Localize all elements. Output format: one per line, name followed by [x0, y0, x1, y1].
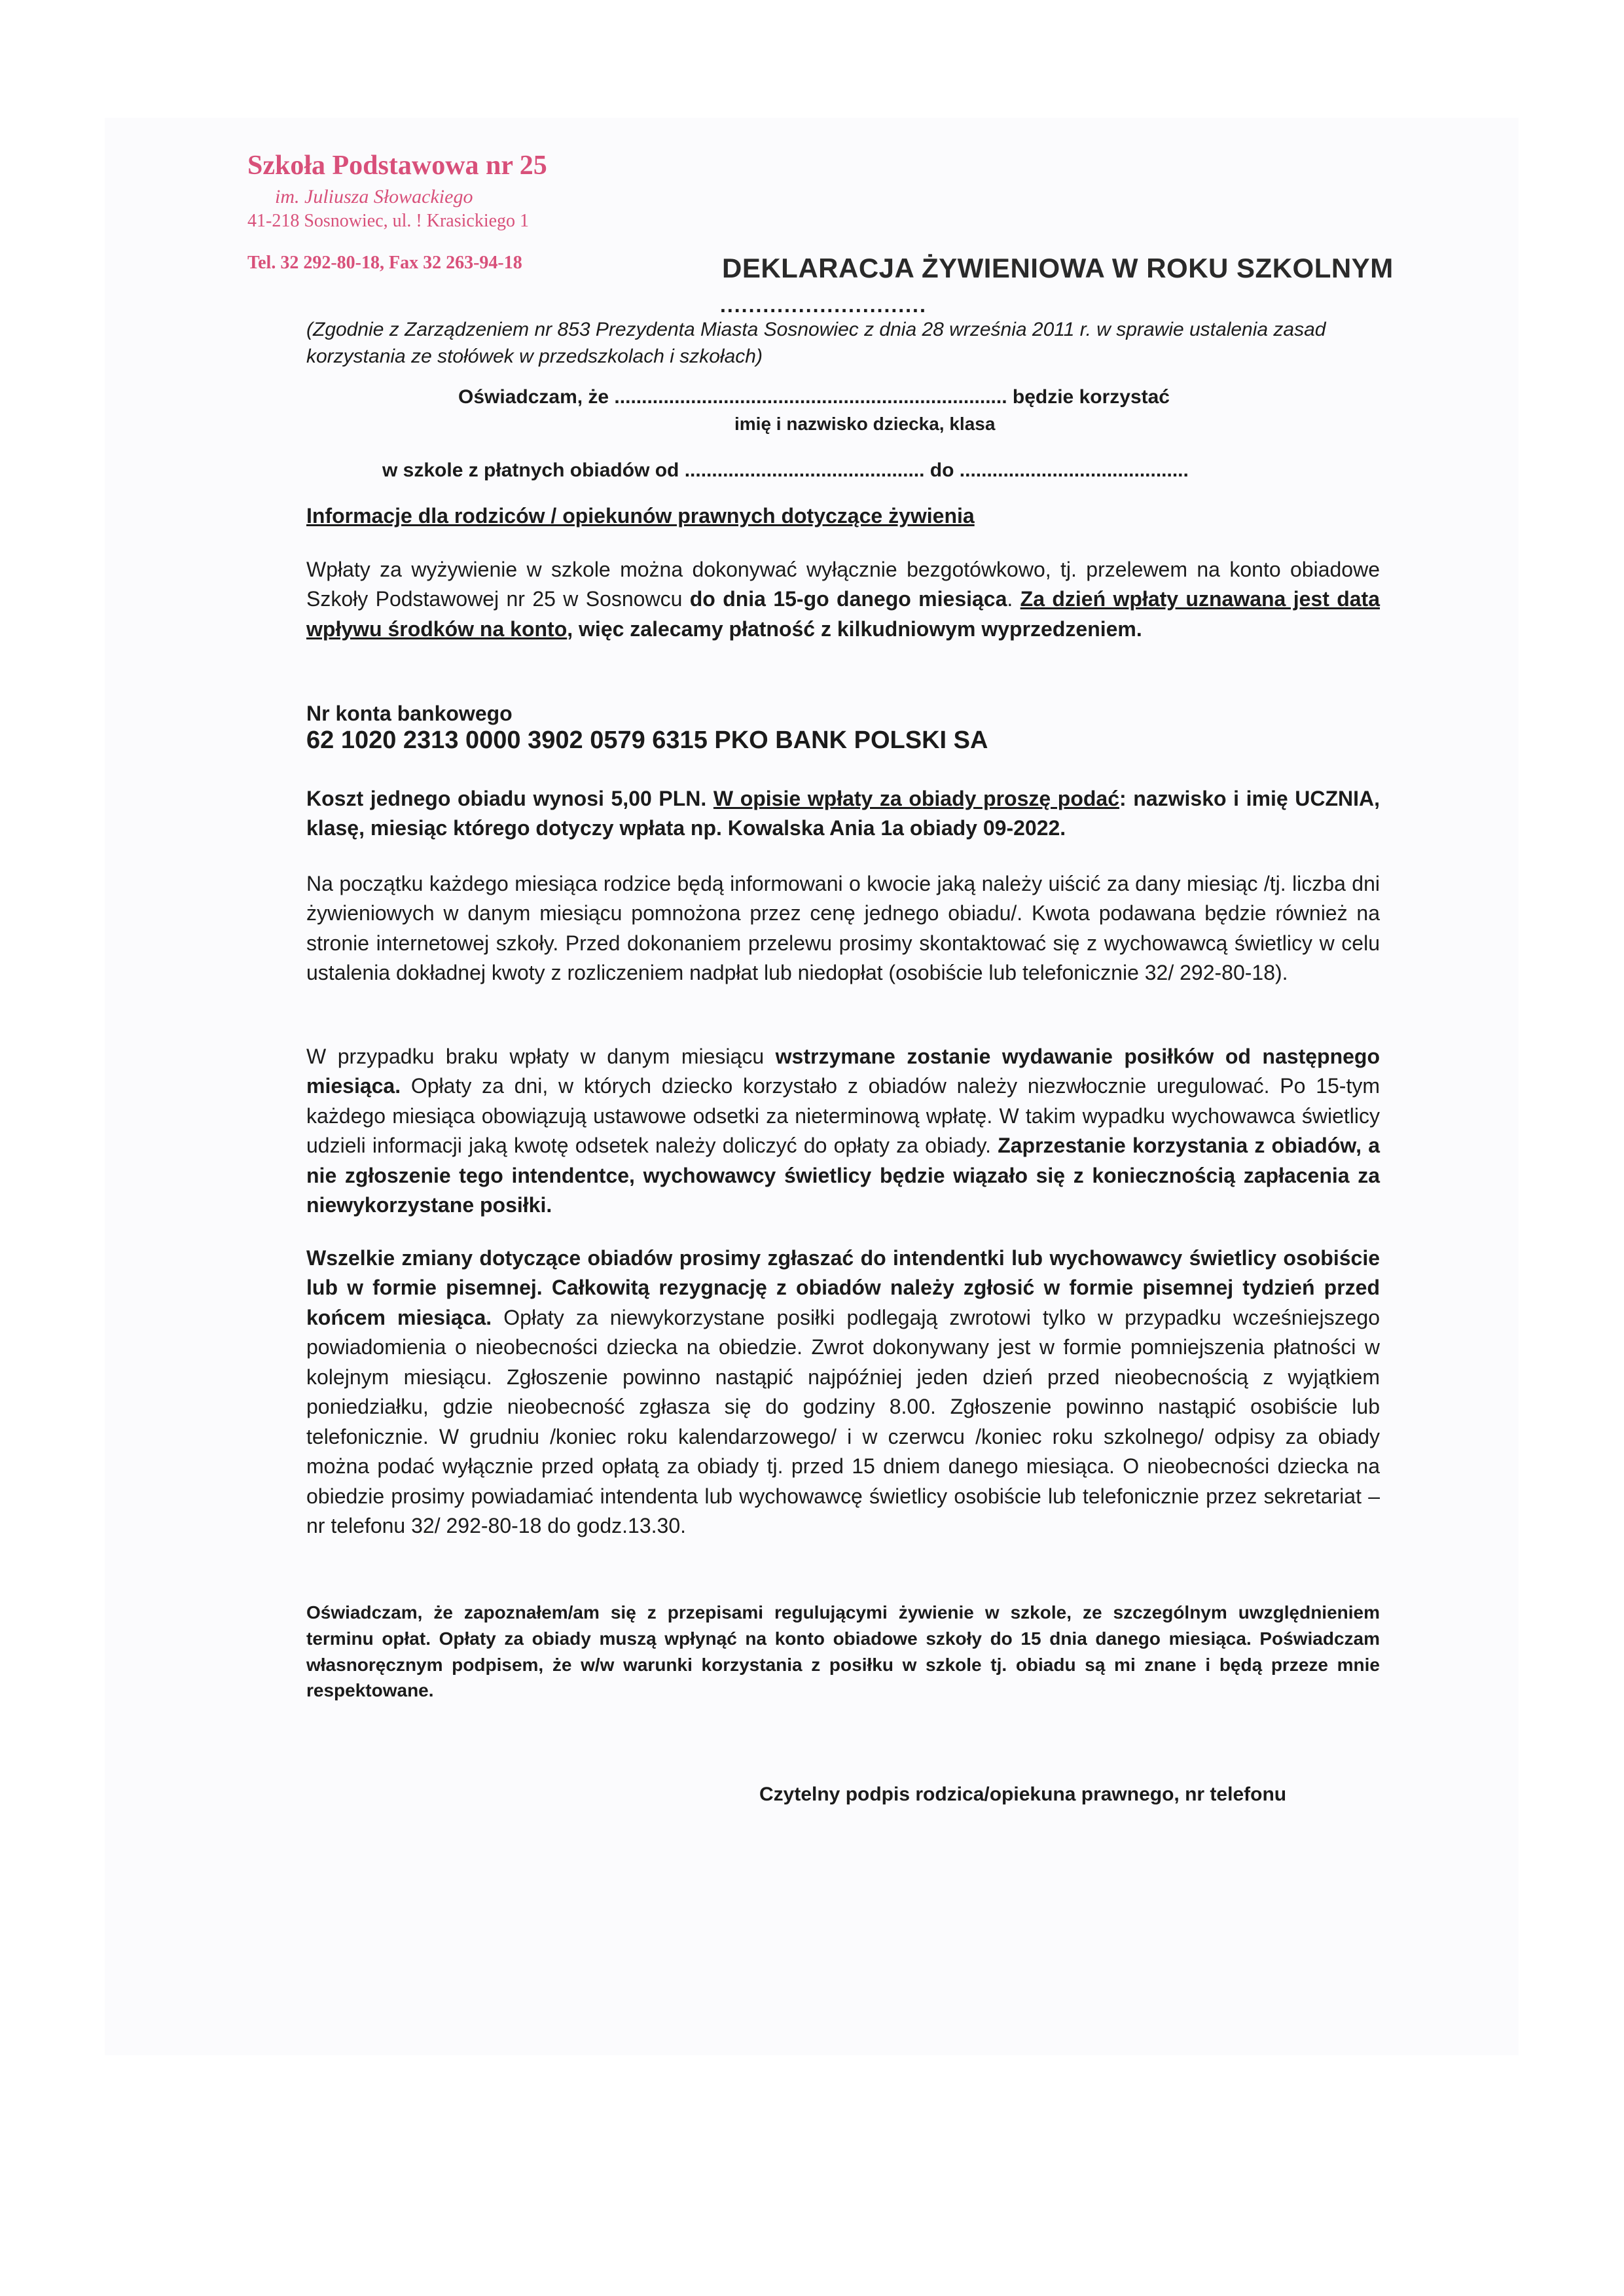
- declaration-caption: imię i nazwisko dziecka, klasa: [734, 414, 996, 434]
- late-payment-paragraph: [306, 1042, 1380, 1221]
- stamp-phone: Tel. 32 292-80-18, Fax 32 263-94-18: [247, 252, 522, 273]
- payment-text: Wpłaty za wyżywienie w szkole można dokonywać wyłącznie bezgotówkowo, tj. przelewem na konto obiadowe Szkoły Podstawowej nr 25 w Sosnowcu: [306, 558, 1380, 611]
- account-label: Nr konta bankowego: [306, 702, 513, 725]
- late-payment-text: W przypadku braku wpłaty w danym miesiącu: [306, 1045, 776, 1068]
- transfer-description-example: : nazwisko i imię UCZNIA, klasę, miesiąc którego dotyczy wpłata np. Kowalska Ania 1a obiady 09-2022.: [306, 787, 1380, 840]
- payment-punct: .: [1007, 587, 1020, 611]
- monthly-info-paragraph: Na początku każdego miesiąca rodzice będą informowani o kwocie jaką należy uiścić za dany miesiąc /tj. liczba dni żywieniowych w danym miesiącu pomnożona przez cenę jednego obiadu/. Kwota podawana będzie również na stronie internetowej szkoły. Przed dokonaniem przelewu prosimy skontaktować się z wychowawcą świetlicy w celu ustalenia dokładnej kwoty z rozliczeniem nadpłat lub niedopłat (osobiście lub telefonicznie 32/ 292-80-18).: [306, 872, 1380, 985]
- changes-paragraph: [306, 1244, 1380, 1541]
- payment-deadline: do dnia 15-go danego miesiąca: [689, 587, 1007, 611]
- school-year-blank: .............................: [720, 293, 927, 317]
- account-number: 62 1020 2313 0000 3902 0579 6315 PKO BANK POLSKI SA: [306, 726, 988, 754]
- payment-paragraph: [306, 555, 1380, 644]
- payment-advice: , więc zalecamy płatność z kilkudniowym wyprzedzeniem.: [567, 617, 1142, 641]
- legal-basis-note: (Zgodnie z Zarządzeniem nr 853 Prezydenta Miasta Sosnowiec z dnia 28 września 2011 r. w sprawie ustalenia zasad korzystania ze stołówek w przedszkolach i szkołach): [306, 319, 1326, 367]
- meal-price: Koszt jednego obiadu wynosi 5,00 PLN.: [306, 787, 713, 810]
- changes-bold-text: Wszelkie zmiany dotyczące obiadów prosimy zgłaszać do intendentki lub wychowawcy świetlicy osobiście lub w formie pisemnej. Całkowitą rezygnację z obiadów należy zgłosić w formie pisemnej tydzień przed końcem miesiąca.: [306, 1246, 1380, 1329]
- late-payment-details: Opłaty za dni, w których dziecko korzystało z obiadów należy niezwłocznie uregulować. Po 15-tym każdego miesiąca obowiązują ustawowe odsetki za nieterminową wpłatę. W takim wypadku wychowawca świetlicy udzieli informacji jaką kwotę odsetek należy doliczyć do opłaty za obiady.: [306, 1074, 1380, 1158]
- stamp-address: 41-218 Sosnowiec, ul. ! Krasickiego 1: [247, 210, 530, 231]
- school-stamp: [247, 148, 547, 275]
- transfer-description-label: W opisie wpłaty za obiady proszę podać: [713, 787, 1120, 810]
- final-declaration: Oświadczam, że zapoznałem/am się z przepisami regulującymi żywienie w szkole, ze szczególnym uwzględnieniem terminu opłat. Opłaty za obiady muszą wpłynąć na konto obiadowe szkoły do 15 dnia danego miesiąca. Poświadczam własnoręcznym podpisem, że w/w warunki korzystania z posiłku w szkole tj. obiadu są mi znane i będą przeze mnie respektowane.: [306, 1602, 1380, 1701]
- payment-date-rule: Za dzień wpłaty uznawana jest data wpływu środków na konto: [306, 587, 1380, 641]
- stamp-patron: im. Juliusza Słowackiego: [275, 185, 473, 207]
- late-payment-consequence: wstrzymane zostanie wydawanie posiłków od następnego miesiąca.: [306, 1045, 1380, 1098]
- info-heading: Informacje dla rodziców / opiekunów prawnych dotyczące żywienia: [306, 504, 975, 528]
- changes-details: Opłaty za niewykorzystane posiłki podlegają zwrotowi tylko w przypadku wcześniejszego powiadomienia o nieobecności dziecka na obiedzie. Zwrot dokonywany jest w formie pomniejszenia płatności w kolejnym miesiącu. Zgłoszenie powinno nastąpić najpóźniej jeden dzień przed nieobecnością z wyjątkiem poniedziałku, gdzie nieobecność zgłasza się do godziny 8.00. Zgłoszenie powinno nastąpić osobiście lub telefonicznie. W grudniu /koniec roku kalendarzowego/ i w czerwcu /koniec roku szkolnego/ odpisy za obiady można podać wyłącznie przed opłatą za obiady tj. przed 15 dniem danego miesiąca. O nieobecności dziecka na obiedzie prosimy powiadamiać intendenta lub wychowawcę świetlicy osobiście lub telefonicznie przez sekretariat – nr telefonu 32/ 292-80-18 do godz.13.30.: [306, 1305, 1380, 1537]
- declaration-line: Oświadczam, że ........................................................................ będzie korzystać: [458, 386, 1170, 408]
- page-title: DEKLARACJA ŻYWIENIOWA W ROKU SZKOLNYM: [722, 253, 1394, 283]
- stamp-school-name: Szkoła Podstawowa nr 25: [247, 151, 547, 181]
- price-paragraph: [306, 784, 1380, 844]
- period-line: w szkole z płatnych obiadów od ............................................ do ..........................................: [382, 459, 1189, 481]
- signature-caption: Czytelny podpis rodzica/opiekuna prawnego, nr telefonu: [759, 1784, 1287, 1805]
- cancellation-warning: Zaprzestanie korzystania z obiadów, a nie zgłoszenie tego intendentce, wychowawcy świetlicy będzie wiązało się z koniecznością zapłacenia za niewykorzystane posiłki.: [306, 1134, 1380, 1217]
